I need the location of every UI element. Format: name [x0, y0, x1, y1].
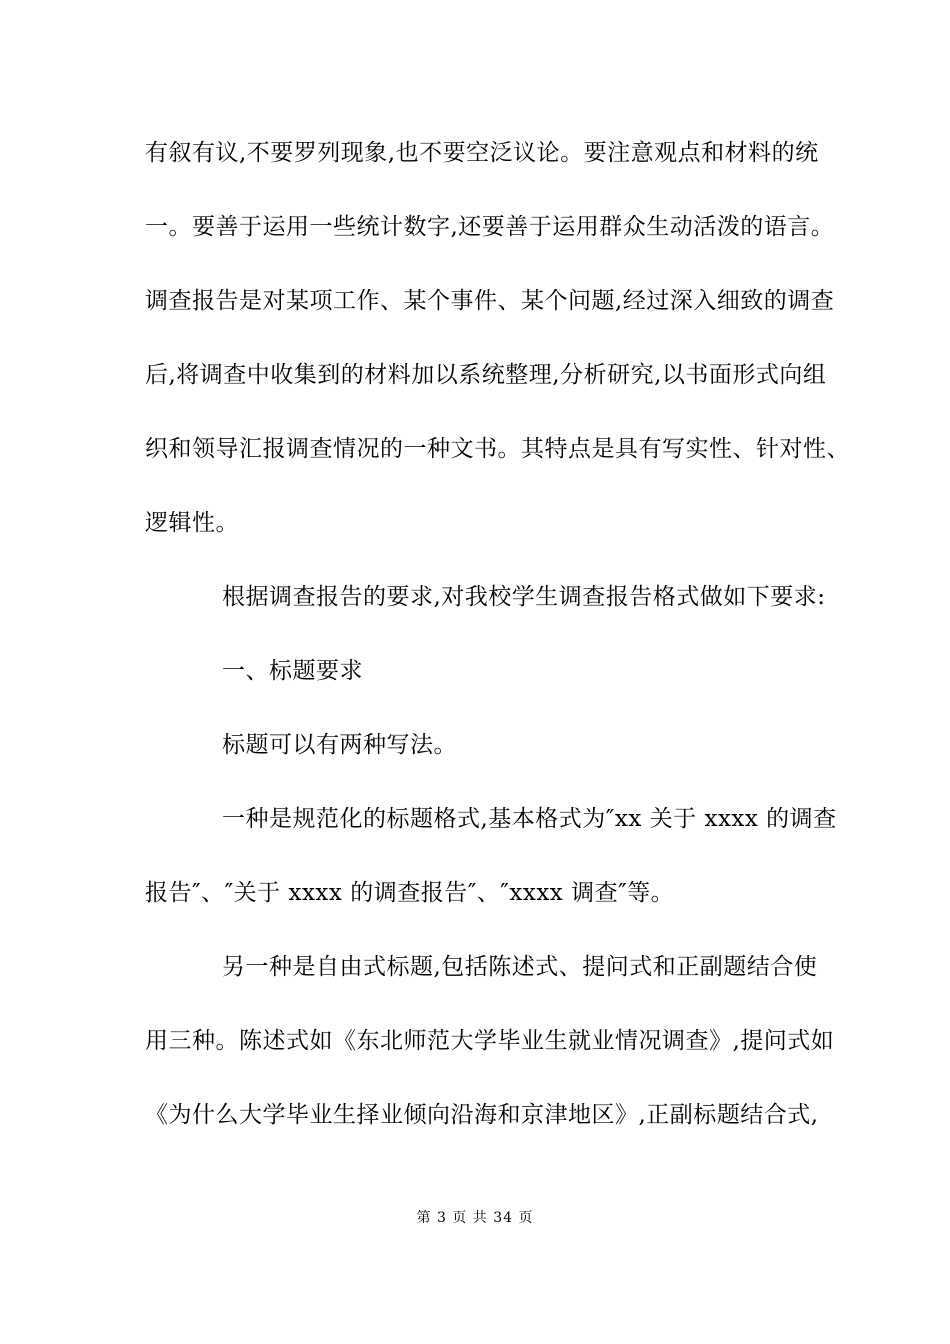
body-text-line: 织和领导汇报调查情况的一种文书。其特点是具有写实性、针对性、 [145, 436, 850, 462]
body-text-line: 标题可以有两种写法。 [222, 732, 457, 758]
body-text-line: 根据调查报告的要求,对我校学生调查报告格式做如下要求: [222, 584, 826, 610]
body-text-line: 后,将调查中收集到的材料加以系统整理,分析研究,以书面形式向组 [145, 362, 827, 388]
body-text-line: 逻辑性。 [145, 510, 239, 536]
body-text-line: 调查报告是对某项工作、某个事件、某个问题,经过深入细致的调查 [145, 288, 835, 314]
body-text-line: 报告″、″关于 xxxx 的调查报告″、″xxxx 调查″等。 [145, 880, 675, 906]
section-heading: 一、标题要求 [222, 658, 363, 684]
body-text-line: 用三种。陈述式如《东北师范大学毕业生就业情况调查》,提问式如 [145, 1028, 835, 1054]
body-text-line: 另一种是自由式标题,包括陈述式、提问式和正副题结合使 [222, 954, 818, 980]
body-text-line: 有叙有议,不要罗列现象,也不要空泛议论。要注意观点和材料的统 [145, 140, 819, 166]
body-text-line: 一种是规范化的标题格式,基本格式为″xx 关于 xxxx 的调查 [222, 806, 837, 832]
page-number-footer: 第 3 页 共 34 页 [416, 1210, 534, 1226]
body-text-line: 《为什么大学毕业生择业倾向沿海和京津地区》,正副标题结合式, [145, 1102, 819, 1128]
body-text-line: 一。要善于运用一些统计数字,还要善于运用群众生动活泼的语言。 [145, 214, 835, 240]
